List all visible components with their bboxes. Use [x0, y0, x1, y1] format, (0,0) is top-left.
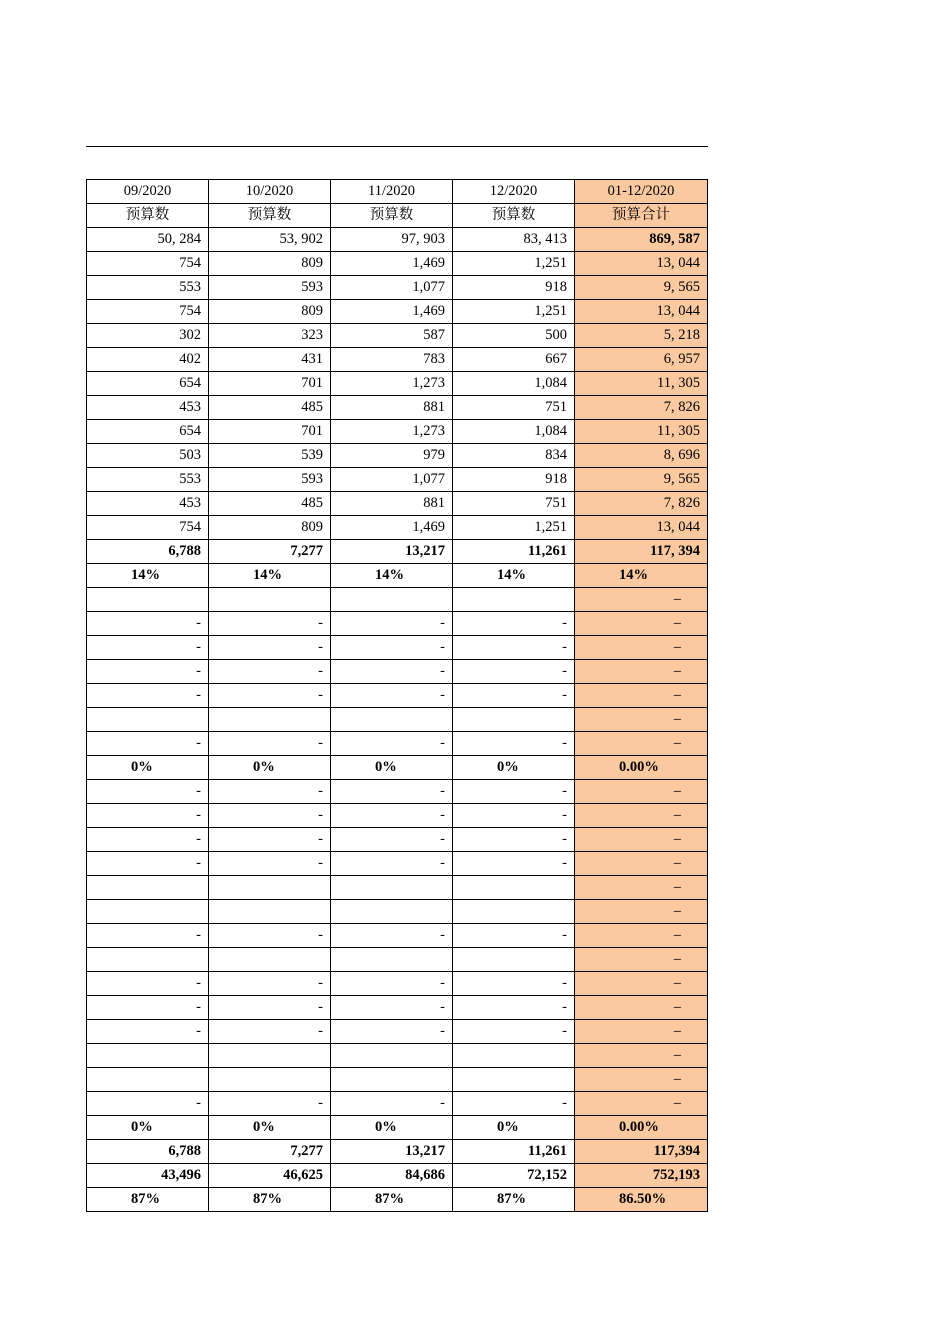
month-value-cell: [209, 588, 331, 612]
total-cell: 5, 218: [575, 324, 708, 348]
month-value-cell: [453, 708, 575, 732]
month-value-cell: 979: [331, 444, 453, 468]
month-value-cell: 1,273: [331, 372, 453, 396]
top-divider-line: [86, 146, 708, 147]
table-row: [87, 516, 708, 540]
month-value-cell: -: [209, 636, 331, 660]
month-value-cell: 834: [453, 444, 575, 468]
month-value-cell: 1,469: [331, 252, 453, 276]
month-value-cell: 1,084: [453, 372, 575, 396]
month-value-cell: [331, 1044, 453, 1068]
table-row: [87, 612, 708, 636]
month-value-cell: -: [331, 972, 453, 996]
total-cell: –: [575, 1044, 708, 1068]
month-value-cell: -: [87, 660, 209, 684]
month-value-cell: -: [331, 852, 453, 876]
table-row: [87, 1116, 708, 1140]
total-cell: –: [575, 828, 708, 852]
month-value-cell: -: [453, 804, 575, 828]
month-value-cell: -: [453, 1020, 575, 1044]
month-value-cell: [87, 588, 209, 612]
month-value-cell: 485: [209, 396, 331, 420]
table-row: [87, 348, 708, 372]
month-value-cell: -: [453, 852, 575, 876]
month-value-cell: -: [87, 636, 209, 660]
month-value-cell: -: [87, 972, 209, 996]
month-value-cell: -: [453, 612, 575, 636]
month-value-cell: -: [87, 780, 209, 804]
table-row: [87, 492, 708, 516]
header-month-cell: 12/2020: [453, 180, 575, 204]
header-label-cell: 预算数: [453, 204, 575, 228]
month-value-cell: [331, 588, 453, 612]
table-row: [87, 924, 708, 948]
month-value-cell: 667: [453, 348, 575, 372]
table-row: [87, 972, 708, 996]
month-value-cell: -: [453, 828, 575, 852]
month-value-cell: -: [331, 1092, 453, 1116]
month-value-cell: 751: [453, 396, 575, 420]
month-value-cell: 14%: [331, 564, 453, 588]
total-cell: –: [575, 900, 708, 924]
table-row: [87, 852, 708, 876]
month-value-cell: -: [331, 996, 453, 1020]
total-cell: 13, 044: [575, 252, 708, 276]
month-value-cell: 87%: [453, 1188, 575, 1212]
month-value-cell: 1,251: [453, 516, 575, 540]
month-value-cell: 14%: [453, 564, 575, 588]
month-value-cell: [331, 1068, 453, 1092]
header-label-cell: 预算数: [331, 204, 453, 228]
month-value-cell: -: [209, 1020, 331, 1044]
month-value-cell: 13,217: [331, 540, 453, 564]
table-row: [87, 324, 708, 348]
table-row: [87, 276, 708, 300]
header-month-cell: 09/2020: [87, 180, 209, 204]
total-cell: –: [575, 1092, 708, 1116]
month-value-cell: [87, 900, 209, 924]
month-value-cell: -: [453, 1092, 575, 1116]
month-value-cell: 918: [453, 276, 575, 300]
budget-table-body: [87, 180, 708, 1212]
month-value-cell: 14%: [87, 564, 209, 588]
month-value-cell: [87, 708, 209, 732]
month-value-cell: 7,277: [209, 1140, 331, 1164]
month-value-cell: 13,217: [331, 1140, 453, 1164]
table-row: [87, 996, 708, 1020]
total-cell: 6, 957: [575, 348, 708, 372]
month-value-cell: 1,077: [331, 276, 453, 300]
month-value-cell: -: [209, 732, 331, 756]
month-value-cell: -: [209, 924, 331, 948]
month-value-cell: 0%: [331, 756, 453, 780]
table-row: [87, 732, 708, 756]
total-cell: 7, 826: [575, 396, 708, 420]
total-cell: 9, 565: [575, 468, 708, 492]
header-label-cell: 预算数: [87, 204, 209, 228]
month-value-cell: [87, 1044, 209, 1068]
month-value-cell: -: [209, 996, 331, 1020]
month-value-cell: 485: [209, 492, 331, 516]
table-row: [87, 828, 708, 852]
table-row: [87, 444, 708, 468]
month-value-cell: 1,077: [331, 468, 453, 492]
month-value-cell: -: [209, 660, 331, 684]
month-value-cell: 0%: [87, 1116, 209, 1140]
month-value-cell: -: [209, 804, 331, 828]
table-row: [87, 1068, 708, 1092]
table-row: [87, 1092, 708, 1116]
month-value-cell: 0%: [87, 756, 209, 780]
total-cell: 752,193: [575, 1164, 708, 1188]
total-cell: –: [575, 924, 708, 948]
table-row: [87, 564, 708, 588]
month-value-cell: -: [453, 660, 575, 684]
month-value-cell: -: [87, 852, 209, 876]
month-value-cell: -: [87, 828, 209, 852]
total-cell: –: [575, 852, 708, 876]
month-value-cell: -: [87, 996, 209, 1020]
total-cell: –: [575, 1020, 708, 1044]
month-value-cell: 302: [87, 324, 209, 348]
month-value-cell: -: [453, 636, 575, 660]
total-cell: –: [575, 972, 708, 996]
month-value-cell: -: [209, 828, 331, 852]
month-value-cell: 553: [87, 276, 209, 300]
month-value-cell: 0%: [331, 1116, 453, 1140]
month-value-cell: 754: [87, 300, 209, 324]
month-value-cell: [331, 948, 453, 972]
month-value-cell: -: [331, 612, 453, 636]
table-row: [87, 540, 708, 564]
month-value-cell: [453, 1068, 575, 1092]
total-cell: –: [575, 996, 708, 1020]
month-value-cell: [209, 900, 331, 924]
total-cell: –: [575, 708, 708, 732]
month-value-cell: 587: [331, 324, 453, 348]
month-value-cell: 453: [87, 492, 209, 516]
month-value-cell: 7,277: [209, 540, 331, 564]
label-header-row: [87, 204, 708, 228]
month-value-cell: 431: [209, 348, 331, 372]
month-value-cell: 654: [87, 372, 209, 396]
month-value-cell: 97, 903: [331, 228, 453, 252]
table-row: [87, 468, 708, 492]
total-cell: –: [575, 588, 708, 612]
month-value-cell: 0%: [209, 756, 331, 780]
total-cell: 869, 587: [575, 228, 708, 252]
month-value-cell: 701: [209, 420, 331, 444]
month-value-cell: -: [453, 780, 575, 804]
table-row: [87, 300, 708, 324]
header-month-cell: 11/2020: [331, 180, 453, 204]
table-row: [87, 420, 708, 444]
month-value-cell: [453, 948, 575, 972]
total-cell: 117,394: [575, 1140, 708, 1164]
month-value-cell: 701: [209, 372, 331, 396]
month-value-cell: 1,251: [453, 252, 575, 276]
table-row: [87, 660, 708, 684]
month-value-cell: 553: [87, 468, 209, 492]
month-value-cell: [331, 900, 453, 924]
month-value-cell: -: [453, 996, 575, 1020]
header-label-cell: 预算数: [209, 204, 331, 228]
month-value-cell: -: [331, 684, 453, 708]
month-value-cell: 0%: [453, 756, 575, 780]
month-value-cell: 1,084: [453, 420, 575, 444]
month-value-cell: -: [453, 684, 575, 708]
month-value-cell: 809: [209, 300, 331, 324]
month-value-cell: 1,251: [453, 300, 575, 324]
table-row: [87, 252, 708, 276]
month-value-cell: -: [331, 660, 453, 684]
month-value-cell: [209, 948, 331, 972]
month-value-cell: 593: [209, 468, 331, 492]
month-value-cell: 539: [209, 444, 331, 468]
month-value-cell: 87%: [209, 1188, 331, 1212]
table-row: [87, 396, 708, 420]
total-cell: 0.00%: [575, 1116, 708, 1140]
month-value-cell: 783: [331, 348, 453, 372]
month-value-cell: 654: [87, 420, 209, 444]
table-row: [87, 708, 708, 732]
month-value-cell: 53, 902: [209, 228, 331, 252]
month-value-cell: -: [453, 972, 575, 996]
month-value-cell: -: [331, 1020, 453, 1044]
month-value-cell: -: [87, 612, 209, 636]
month-value-cell: [209, 1068, 331, 1092]
total-cell: 11, 305: [575, 372, 708, 396]
month-value-cell: [453, 588, 575, 612]
month-value-cell: -: [87, 1020, 209, 1044]
month-value-cell: -: [87, 924, 209, 948]
month-value-cell: -: [87, 684, 209, 708]
month-value-cell: -: [331, 636, 453, 660]
total-cell: –: [575, 660, 708, 684]
month-value-cell: [453, 876, 575, 900]
month-header-row: [87, 180, 708, 204]
total-cell: 9, 565: [575, 276, 708, 300]
table-row: [87, 900, 708, 924]
month-value-cell: [453, 1044, 575, 1068]
table-row: [87, 636, 708, 660]
month-value-cell: 754: [87, 516, 209, 540]
month-value-cell: 881: [331, 396, 453, 420]
month-value-cell: 751: [453, 492, 575, 516]
month-value-cell: -: [331, 828, 453, 852]
month-value-cell: -: [453, 924, 575, 948]
month-value-cell: -: [87, 732, 209, 756]
total-cell: 117, 394: [575, 540, 708, 564]
month-value-cell: [453, 900, 575, 924]
month-value-cell: 0%: [209, 1116, 331, 1140]
table-row: [87, 876, 708, 900]
month-value-cell: 46,625: [209, 1164, 331, 1188]
month-value-cell: 11,261: [453, 540, 575, 564]
month-value-cell: [87, 948, 209, 972]
month-value-cell: 87%: [87, 1188, 209, 1212]
month-value-cell: 503: [87, 444, 209, 468]
month-value-cell: 593: [209, 276, 331, 300]
table-row: [87, 1020, 708, 1044]
month-value-cell: [209, 708, 331, 732]
month-value-cell: -: [209, 780, 331, 804]
month-value-cell: 50, 284: [87, 228, 209, 252]
month-value-cell: -: [87, 1092, 209, 1116]
month-value-cell: -: [209, 684, 331, 708]
month-value-cell: [209, 876, 331, 900]
month-value-cell: -: [331, 924, 453, 948]
month-value-cell: 84,686: [331, 1164, 453, 1188]
total-cell: 86.50%: [575, 1188, 708, 1212]
month-value-cell: 87%: [331, 1188, 453, 1212]
month-value-cell: 11,261: [453, 1140, 575, 1164]
table-row: [87, 1140, 708, 1164]
total-cell: –: [575, 804, 708, 828]
table-row: [87, 372, 708, 396]
table-row: [87, 588, 708, 612]
month-value-cell: 402: [87, 348, 209, 372]
table-row: [87, 1164, 708, 1188]
month-value-cell: [87, 876, 209, 900]
month-value-cell: 72,152: [453, 1164, 575, 1188]
total-cell: –: [575, 780, 708, 804]
total-cell: 11, 305: [575, 420, 708, 444]
total-cell: –: [575, 636, 708, 660]
month-value-cell: -: [453, 732, 575, 756]
total-cell: –: [575, 876, 708, 900]
month-value-cell: 1,273: [331, 420, 453, 444]
header-total-label-cell: 预算合计: [575, 204, 708, 228]
month-value-cell: -: [331, 780, 453, 804]
month-value-cell: 6,788: [87, 540, 209, 564]
total-cell: 13, 044: [575, 300, 708, 324]
total-cell: –: [575, 684, 708, 708]
month-value-cell: 0%: [453, 1116, 575, 1140]
month-value-cell: 6,788: [87, 1140, 209, 1164]
table-row: [87, 228, 708, 252]
total-cell: 14%: [575, 564, 708, 588]
header-month-cell: 10/2020: [209, 180, 331, 204]
table-row: [87, 1044, 708, 1068]
table-row: [87, 948, 708, 972]
total-cell: 13, 044: [575, 516, 708, 540]
total-cell: –: [575, 1068, 708, 1092]
month-value-cell: -: [209, 852, 331, 876]
month-value-cell: [209, 1044, 331, 1068]
month-value-cell: 754: [87, 252, 209, 276]
month-value-cell: 881: [331, 492, 453, 516]
month-value-cell: -: [331, 804, 453, 828]
month-value-cell: 1,469: [331, 300, 453, 324]
month-value-cell: 809: [209, 516, 331, 540]
month-value-cell: 323: [209, 324, 331, 348]
month-value-cell: [331, 708, 453, 732]
table-row: [87, 804, 708, 828]
month-value-cell: [87, 1068, 209, 1092]
month-value-cell: 500: [453, 324, 575, 348]
total-cell: –: [575, 612, 708, 636]
month-value-cell: 43,496: [87, 1164, 209, 1188]
total-cell: –: [575, 948, 708, 972]
table-row: [87, 684, 708, 708]
month-value-cell: 83, 413: [453, 228, 575, 252]
month-value-cell: 918: [453, 468, 575, 492]
total-cell: 7, 826: [575, 492, 708, 516]
budget-table: [86, 179, 708, 1212]
table-row: [87, 756, 708, 780]
month-value-cell: [331, 876, 453, 900]
month-value-cell: 1,469: [331, 516, 453, 540]
month-value-cell: -: [209, 1092, 331, 1116]
total-cell: 0.00%: [575, 756, 708, 780]
month-value-cell: -: [209, 972, 331, 996]
month-value-cell: -: [331, 732, 453, 756]
month-value-cell: -: [209, 612, 331, 636]
total-cell: –: [575, 732, 708, 756]
month-value-cell: 453: [87, 396, 209, 420]
header-total-month-cell: 01-12/2020: [575, 180, 708, 204]
month-value-cell: 14%: [209, 564, 331, 588]
table-row: [87, 1188, 708, 1212]
table-row: [87, 780, 708, 804]
month-value-cell: 809: [209, 252, 331, 276]
total-cell: 8, 696: [575, 444, 708, 468]
month-value-cell: -: [87, 804, 209, 828]
